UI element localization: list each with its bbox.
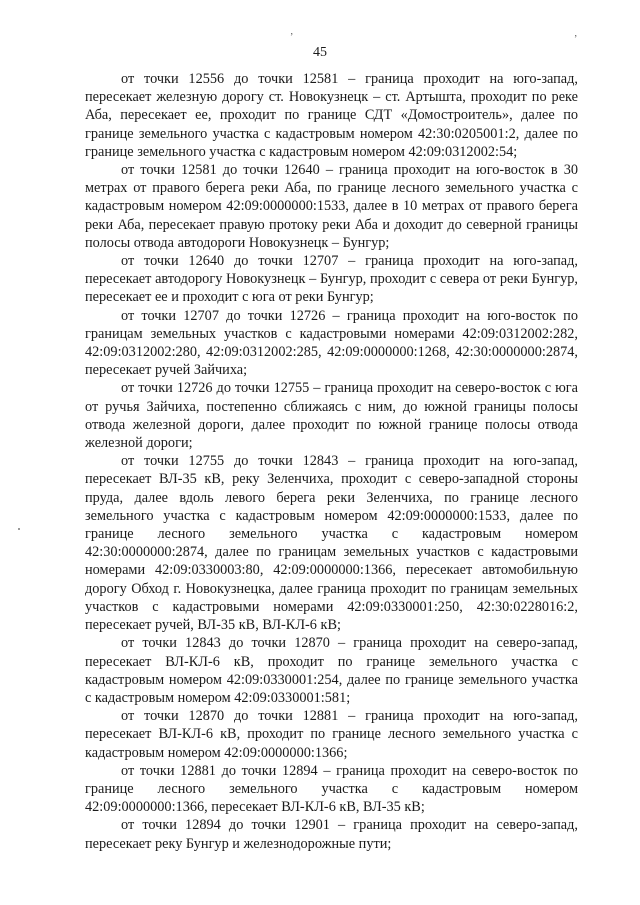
paragraph: от точки 12581 до точки 12640 – граница проходит на юго-восток в 30 метрах от правого берега реки Аба, по границе лесного земельного участка с кадастровым номером 42:09:0000000:1533, далее в 10 метрах от правого берега реки Аба, пересекает правую протоку реки Аба и доходит до северной границы полосы отвода автодороги Новокузнецк – Бунгур; <box>85 162 578 251</box>
paragraph: от точки 12726 до точки 12755 – граница проходит на северо-восток с юга от ручья Зайчиха, постепенно сближаясь с ним, до южной границы полосы отвода железной дороги, далее проходит по южной границе полосы отвода железной дороги; <box>85 380 578 452</box>
paragraph: от точки 12755 до точки 12843 – граница проходит на юго-запад, пересекает ВЛ-35 кВ, реку Зеленчиха, проходит с северо-западной стороны пруда, далее вдоль левого берега реки Зеленчиха, по границе лесного земельного участка с кадастровым номером 42:09:0000000:1533, далее по границе лесного земельного участка с кадастровым номером 42:30:0000000:2874, далее по границам земельных участков с кадастровыми номерами 42:09:0330003:80, 42:09:0000000:1366, пересекает автомобильную дорогу Обход г. Новокузнецка, далее граница проходит по границам земельных участков с кадастровыми номерами 42:09:0330001:250, 42:30:0228016:2, пересекает ручей, ВЛ-35 кВ, ВЛ-КЛ-6 кВ; <box>85 453 578 634</box>
paragraph: от точки 12894 до точки 12901 – граница проходит на северо-запад, пересекает реку Бунгур и железнодорожные пути; <box>85 817 578 852</box>
paragraph: от точки 12556 до точки 12581 – граница проходит на юго-запад, пересекает железную дорогу ст. Новокузнецк – ст. Артышта, проходит по реке Аба, пересекает ее, проходит по границе СДТ «Домостроитель», далее по границе земельного участка с кадастровым номером 42:30:0205001:2, далее по границе земельного участка с кадастровым номером 42:09:0312002:54; <box>85 71 578 160</box>
scan-dot <box>18 528 20 530</box>
paragraph: от точки 12870 до точки 12881 – граница проходит на юго-запад, пересекает ВЛ-КЛ-6 кВ, проходит по границе лесного земельного участка с кадастровым номером 42:09:0000000:1366; <box>85 708 578 761</box>
document-body <box>85 70 578 853</box>
paragraph: от точки 12843 до точки 12870 – граница проходит на северо-запад, пересекает ВЛ-КЛ-6 кВ, проходит по границе земельного участка с кадастровым номером 42:09:0330001:254, далее по границе земельного участка с кадастровым номером 42:09:0330001:581; <box>85 635 578 706</box>
paragraph: от точки 12881 до точки 12894 – граница проходит на северо-восток по границе лесного земельного участка с кадастровым номером 42:09:0000000:1366, пересекает ВЛ-КЛ-6 кВ, ВЛ-35 кВ; <box>85 762 578 816</box>
scan-mark-top-left: ʼ <box>290 32 294 43</box>
page-number: 45 <box>313 45 327 60</box>
paragraph: от точки 12640 до точки 12707 – граница проходит на юго-запад, пересекает автодорогу Новокузнецк – Бунгур, проходит с севера от реки Бунгур, пересекает ее и проходит с юга от реки Бунгур; <box>85 253 578 306</box>
paragraph: от точки 12707 до точки 12726 – граница проходит на юго-восток по границам земельных участков с кадастровыми номерами 42:09:0312002:282, 42:09:0312002:280, 42:09:0312002:285, 42:09:0000000:1268, 42:30:0000000:2874, пересекает ручей Зайчиха; <box>85 307 578 379</box>
scan-mark-top-right: ʼ <box>574 34 578 45</box>
